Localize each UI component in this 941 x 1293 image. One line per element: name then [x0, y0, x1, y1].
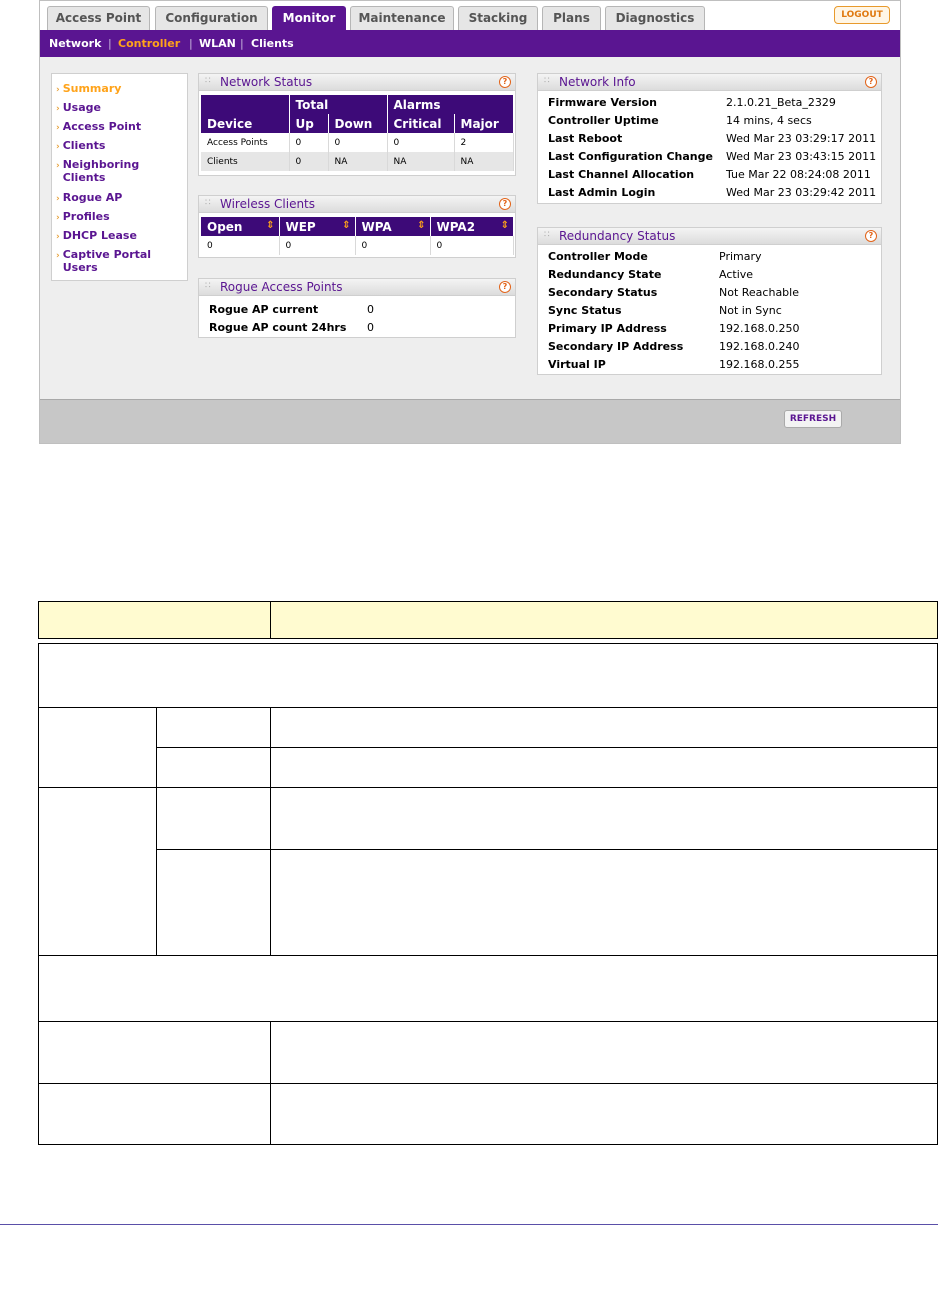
- logout-button[interactable]: LOGOUT: [834, 6, 890, 24]
- last-admin-login-label: Last Admin Login: [548, 186, 656, 199]
- table-cell: 0: [328, 133, 387, 152]
- last-admin-login-value: Wed Mar 23 03:29:42 2011: [726, 186, 877, 199]
- table-cell: 0: [289, 152, 328, 171]
- table-row: [201, 236, 514, 255]
- virtual-ip-label: Virtual IP: [548, 358, 606, 371]
- refresh-button[interactable]: REFRESH: [784, 410, 842, 428]
- network-status-table: [201, 95, 514, 171]
- redundancy-status-panel: [537, 227, 882, 375]
- menu-item-summary[interactable]: › Summary: [56, 82, 122, 95]
- help-icon[interactable]: ?: [499, 198, 511, 210]
- help-icon[interactable]: ?: [865, 230, 877, 242]
- tab-maintenance[interactable]: Maintenance: [350, 6, 454, 30]
- subnav-controller[interactable]: Controller: [118, 37, 181, 50]
- controller-mode-label: Controller Mode: [548, 250, 648, 263]
- primary-ip-label: Primary IP Address: [548, 322, 667, 335]
- last-channel-allocation-label: Last Channel Allocation: [548, 168, 695, 181]
- table-row: [201, 133, 514, 152]
- controller-summary-screenshot: [39, 0, 901, 444]
- table-header-cell: Device: [201, 114, 289, 133]
- tab-plans[interactable]: Plans: [542, 6, 601, 30]
- chevron-right-icon: ›: [56, 85, 60, 95]
- panel-title: Rogue Access Points: [220, 280, 343, 294]
- controller-uptime-value: 14 mins, 4 secs: [726, 114, 812, 127]
- section-row: [38, 955, 938, 1022]
- last-channel-allocation-value: Tue Mar 22 08:24:08 2011: [726, 168, 871, 181]
- drag-handle-icon[interactable]: ∷: [205, 281, 211, 291]
- sort-icon[interactable]: ⇕: [500, 219, 509, 231]
- network-info-values: [548, 96, 878, 204]
- network-info-panel: [537, 73, 882, 204]
- redundancy-status-values: [548, 250, 878, 374]
- table-header-cell: Total: [289, 95, 387, 114]
- last-config-change-value: Wed Mar 23 03:43:15 2011: [726, 150, 877, 163]
- table-cell: NA: [454, 152, 514, 171]
- table-header-description: [270, 601, 938, 639]
- controller-uptime-label: Controller Uptime: [548, 114, 659, 127]
- table-header-row: [201, 114, 514, 133]
- rogue-ap-current-value: 0: [367, 303, 374, 316]
- table-header-cell: Up: [289, 114, 328, 133]
- table-header-cell: Down: [328, 114, 387, 133]
- sort-icon[interactable]: ⇕: [342, 219, 351, 231]
- subnav-wlan[interactable]: WLAN: [199, 37, 236, 50]
- drag-handle-icon[interactable]: ∷: [544, 76, 550, 86]
- sub-navigation: [40, 30, 901, 57]
- table-cell: 0: [279, 236, 355, 255]
- subnav-separator: |: [240, 37, 244, 50]
- help-icon[interactable]: ?: [865, 76, 877, 88]
- secondary-ip-label: Secondary IP Address: [548, 340, 684, 353]
- table-header-row: [201, 217, 514, 236]
- secondary-ip-value: 192.168.0.240: [719, 340, 800, 353]
- sort-icon[interactable]: ⇕: [417, 219, 426, 231]
- drag-handle-icon[interactable]: ∷: [544, 230, 550, 240]
- table-cell: [156, 707, 271, 748]
- panel-header: [199, 74, 515, 91]
- rogue-ap-count-value: 0: [367, 321, 374, 334]
- wireless-clients-panel: [198, 195, 516, 258]
- table-header-cell[interactable]: Open ⇕: [201, 217, 279, 236]
- table-header-cell[interactable]: WPA2 ⇕: [430, 217, 514, 236]
- table-header-cell[interactable]: WEP ⇕: [279, 217, 355, 236]
- subnav-network[interactable]: Network: [49, 37, 102, 50]
- table-cell: [156, 747, 271, 788]
- panel-title: Network Status: [220, 75, 313, 89]
- table-cell: [38, 707, 157, 788]
- table-cell: 0: [289, 133, 328, 152]
- redundancy-state-label: Redundancy State: [548, 268, 662, 281]
- subnav-separator: |: [108, 37, 112, 50]
- table-cell: [38, 1083, 271, 1145]
- sync-status-label: Sync Status: [548, 304, 622, 317]
- table-cell: [270, 707, 938, 748]
- tab-stacking[interactable]: Stacking: [458, 6, 538, 30]
- tab-monitor[interactable]: Monitor: [272, 6, 346, 30]
- panel-header: [199, 279, 515, 296]
- table-cell: 0: [201, 236, 279, 255]
- table-cell: Access Points: [201, 133, 289, 152]
- table-group-header: [201, 95, 514, 114]
- table-cell: [270, 787, 938, 850]
- field-description-table: [38, 601, 938, 1145]
- section-row: [38, 643, 938, 708]
- controller-mode-value: Primary: [719, 250, 762, 263]
- table-cell: 0: [430, 236, 514, 255]
- panel-header: [199, 196, 515, 213]
- table-header-field: [38, 601, 271, 639]
- rogue-ap-count-label: Rogue AP count 24hrs: [209, 321, 347, 334]
- drag-handle-icon[interactable]: ∷: [205, 76, 211, 86]
- table-cell: [38, 787, 157, 956]
- menu-item-profiles[interactable]: › Profiles: [56, 210, 110, 223]
- table-header-cell[interactable]: WPA ⇕: [355, 217, 430, 236]
- chevron-right-icon: ›: [56, 104, 60, 114]
- table-cell: [270, 747, 938, 788]
- table-header-cell: Critical: [387, 114, 454, 133]
- panel-title: Wireless Clients: [220, 197, 316, 211]
- secondary-status-value: Not Reachable: [719, 286, 799, 299]
- table-row: [201, 152, 514, 171]
- menu-item-access-point[interactable]: › Access Point: [56, 120, 142, 133]
- table-cell: 0: [355, 236, 430, 255]
- firmware-version-value: 2.1.0.21_Beta_2329: [726, 96, 836, 109]
- table-header-cell: [201, 95, 289, 114]
- table-cell: [270, 1021, 938, 1084]
- main-tab-bar: [40, 1, 901, 30]
- menu-item-dhcp-lease[interactable]: › DHCP Lease: [56, 229, 137, 242]
- chevron-right-icon: ›: [56, 232, 60, 242]
- panel-header: [538, 74, 881, 91]
- footer-bar: [40, 399, 901, 444]
- secondary-status-label: Secondary Status: [548, 286, 658, 299]
- virtual-ip-value: 192.168.0.255: [719, 358, 800, 371]
- sync-status-value: Not in Sync: [719, 304, 782, 317]
- rogue-ap-values: [209, 303, 509, 339]
- menu-item-clients[interactable]: › Clients: [56, 139, 106, 152]
- table-cell: NA: [328, 152, 387, 171]
- table-cell: Clients: [201, 152, 289, 171]
- chevron-right-icon: ›: [56, 194, 60, 204]
- tab-diagnostics[interactable]: Diagnostics: [605, 6, 705, 30]
- menu-item-captive-portal-users[interactable]: › Captive Portal Users: [56, 248, 152, 274]
- table-cell: [270, 849, 938, 956]
- panel-title: Network Info: [559, 75, 636, 89]
- wireless-clients-table: [201, 217, 514, 255]
- table-cell: [156, 849, 271, 956]
- rogue-access-points-panel: [198, 278, 516, 338]
- sort-icon[interactable]: ⇕: [266, 219, 275, 231]
- menu-item-usage[interactable]: › Usage: [56, 101, 101, 114]
- content-area: [40, 57, 901, 399]
- help-icon[interactable]: ?: [499, 76, 511, 88]
- last-config-change-label: Last Configuration Change: [548, 150, 713, 163]
- menu-item-rogue-ap[interactable]: › Rogue AP: [56, 191, 123, 204]
- rogue-ap-current-label: Rogue AP current: [209, 303, 319, 316]
- panel-header: [538, 228, 881, 245]
- chevron-right-icon: ›: [56, 142, 60, 152]
- last-reboot-value: Wed Mar 23 03:29:17 2011: [726, 132, 877, 145]
- chevron-right-icon: ›: [56, 213, 60, 223]
- firmware-version-label: Firmware Version: [548, 96, 657, 109]
- subnav-clients[interactable]: Clients: [251, 37, 294, 50]
- drag-handle-icon[interactable]: ∷: [205, 198, 211, 208]
- menu-item-neighboring-clients[interactable]: › Neighboring Clients: [56, 158, 140, 184]
- footer-divider: [0, 1224, 938, 1225]
- tab-access-point[interactable]: Access Point: [47, 6, 150, 30]
- subnav-separator: |: [189, 37, 193, 50]
- table-cell: NA: [387, 152, 454, 171]
- tab-configuration[interactable]: Configuration: [155, 6, 268, 30]
- chevron-right-icon: ›: [56, 251, 60, 261]
- table-header-cell: Major: [454, 114, 514, 133]
- left-menu: [51, 73, 188, 281]
- table-cell: [156, 787, 271, 850]
- table-header-cell: Alarms: [387, 95, 514, 114]
- table-cell: [38, 1021, 271, 1084]
- table-cell: 0: [387, 133, 454, 152]
- panel-title: Redundancy Status: [559, 229, 676, 243]
- network-status-panel: [198, 73, 516, 176]
- primary-ip-value: 192.168.0.250: [719, 322, 800, 335]
- last-reboot-label: Last Reboot: [548, 132, 623, 145]
- help-icon[interactable]: ?: [499, 281, 511, 293]
- chevron-right-icon: ›: [56, 123, 60, 133]
- table-cell: 2: [454, 133, 514, 152]
- redundancy-state-value: Active: [719, 268, 754, 281]
- table-cell: [270, 1083, 938, 1145]
- chevron-right-icon: ›: [56, 161, 60, 171]
